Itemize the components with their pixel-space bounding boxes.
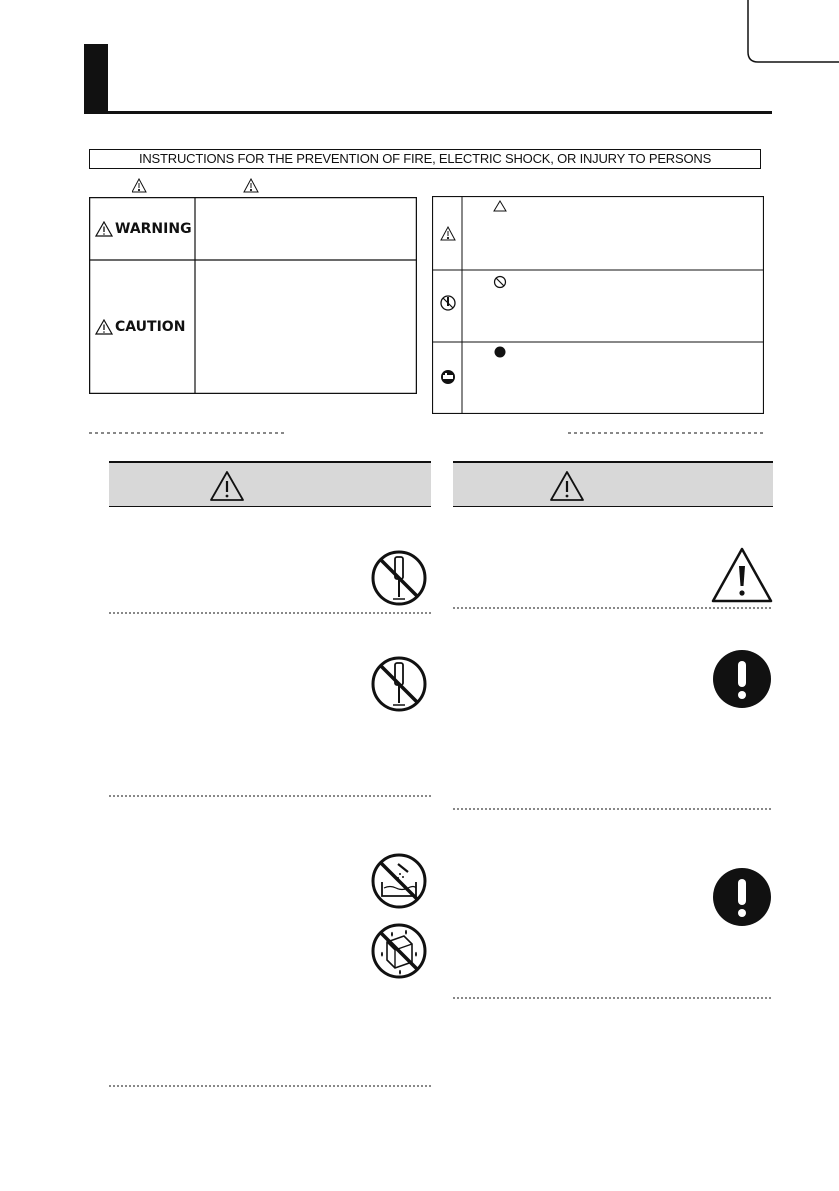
dotted-separator [453, 607, 773, 609]
mandatory-action-icon [712, 649, 772, 709]
dotted-separator [109, 612, 431, 614]
right-section-header [453, 461, 773, 507]
intro-warning-icons [132, 178, 272, 194]
dotted-separator [568, 432, 764, 434]
warning-triangle-icon [244, 179, 258, 192]
prohibited-circle-icon [495, 277, 506, 288]
dotted-separator [109, 1085, 431, 1087]
dotted-separator [453, 808, 773, 810]
no-disassemble-icon [370, 655, 428, 713]
dotted-separator [109, 795, 431, 797]
mandatory-action-icon [712, 867, 772, 927]
warning-label: WARNING [115, 221, 192, 237]
warning-triangle-icon [209, 470, 245, 502]
no-wet-hands-icon [370, 922, 428, 980]
warning-triangle-icon [549, 470, 585, 502]
safety-banner: INSTRUCTIONS FOR THE PREVENTION OF FIRE, ELECTRIC SHOCK, OR INJURY TO PERSONS [89, 149, 761, 169]
no-disassemble-icon [370, 549, 428, 607]
no-disassemble-icon [441, 296, 455, 310]
page-corner-mark [0, 0, 839, 80]
no-water-icon [370, 852, 428, 910]
symbol-definitions-table [432, 196, 764, 414]
caution-badge [95, 317, 185, 337]
caution-label: CAUTION [115, 319, 186, 335]
warning-badge [95, 219, 192, 239]
title-rule [84, 111, 772, 114]
dotted-separator [453, 997, 773, 999]
chapter-tab [84, 44, 108, 114]
filled-circle-icon [495, 347, 506, 358]
caution-triangle-icon [710, 546, 774, 604]
dotted-separator [89, 432, 285, 434]
unplug-icon [441, 370, 455, 384]
small-triangle-icon [494, 201, 506, 211]
warning-triangle-icon [95, 221, 113, 237]
warning-triangle-icon [95, 319, 113, 335]
warning-triangle-icon [132, 179, 146, 192]
warning-triangle-icon [441, 227, 455, 240]
left-section-header [109, 461, 431, 507]
